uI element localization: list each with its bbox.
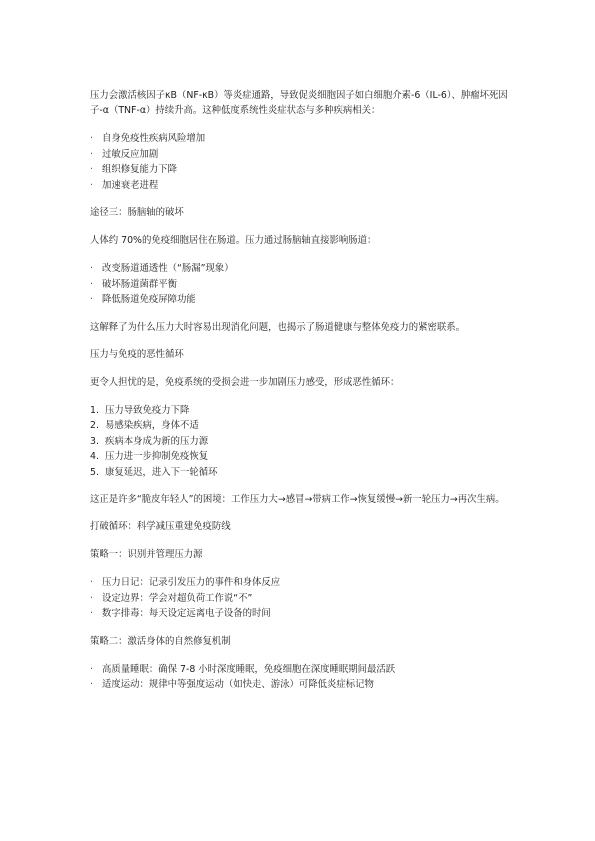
break-cycle-heading: 打破循环：科学减压重建免疫防线: [90, 521, 231, 532]
list-item: · 自身免疫性疾病风险增加: [90, 131, 515, 147]
bullet-icon: ·: [90, 608, 93, 619]
gut-explain-paragraph: 这解释了为什么压力大时容易出现消化问题，也揭示了肠道健康与整体免疫力的紧密联系。: [90, 321, 466, 333]
cycle-intro-paragraph: 更令人担忧的是，免疫系统的受损会进一步加剧压力感受，形成恶性循环：: [90, 376, 400, 388]
list-item: · 加速衰老进程: [90, 178, 515, 194]
bullet-icon: ·: [90, 294, 93, 305]
strategy1-heading: 策略一：识别并管理压力源: [90, 549, 203, 560]
bullet-icon: ·: [90, 679, 93, 690]
list-item: · 降低肠道免疫屏障功能: [90, 292, 515, 308]
strategy2-heading: 策略二：激活身体的自然修复机制: [90, 635, 231, 647]
list-item: · 破坏肠道菌群平衡: [90, 277, 515, 293]
list-item: · 组织修复能力下降: [90, 162, 515, 178]
intro-paragraph: 压力会激活核因子κB（NF-κB）等炎症通路，导致促炎细胞因子如白细胞介素-6（IL-6）、肿瘤坏死因子-α（TNF-α）持续升高。这种低度系统性炎症状态与多种疾病相关：: [90, 90, 508, 116]
list-item: · 高质量睡眠：确保 7-8 小时深度睡眠，免疫细胞在深度睡眠期间最活跃: [90, 662, 515, 678]
bullet-icon: ·: [90, 663, 93, 675]
list-item: 5. 康复延迟，进入下一轮循环: [90, 466, 218, 478]
bullet-icon: ·: [90, 148, 93, 160]
strategy1-list: [90, 575, 515, 622]
gut-list: [90, 261, 515, 308]
disease-list: [90, 131, 515, 193]
bullet-icon: ·: [90, 133, 93, 144]
bullet-icon: ·: [90, 164, 93, 175]
list-item: · 设定边界：学会对超负荷工作说“不”: [90, 591, 515, 607]
list-item: · 压力日记：记录引发压力的事件和身体反应: [90, 575, 515, 591]
cycle-conclusion-paragraph: 这正是许多“脆皮年轻人”的困境：工作压力大→感冒→带病工作→恢复缓慢→新一轮压力→再次生病。: [90, 494, 505, 505]
list-item: · 过敏反应加剧: [90, 147, 515, 163]
bullet-icon: ·: [90, 278, 93, 290]
bullet-icon: ·: [90, 179, 93, 191]
bullet-icon: ·: [90, 263, 93, 274]
list-item: 4. 压力进一步抑制免疫恢复: [90, 451, 209, 462]
cycle-steps-list: [90, 403, 515, 481]
pathway3-heading: 途径三：肠脑轴的破坏: [90, 207, 184, 218]
document-page: [90, 88, 515, 693]
list-item: 2. 易感染疾病，身体不适: [90, 420, 199, 431]
bullet-icon: ·: [90, 577, 93, 588]
list-item: · 适度运动：规律中等强度运动（如快走、游泳）可降低炎症标记物: [90, 677, 515, 693]
list-item: 1. 压力导致免疫力下降: [90, 404, 190, 416]
cycle-heading: 压力与免疫的恶性循环: [90, 348, 184, 360]
pathway3-paragraph: 人体约 70%的免疫细胞居住在肠道。压力通过肠脑轴直接影响肠道：: [90, 235, 377, 246]
list-item: · 改变肠道通透性（“肠漏”现象）: [90, 261, 515, 277]
list-item: · 数字排毒：每天设定远离电子设备的时间: [90, 606, 515, 622]
list-item: 3. 疾病本身成为新的压力源: [90, 435, 209, 447]
bullet-icon: ·: [90, 592, 93, 604]
strategy2-list: [90, 662, 515, 693]
